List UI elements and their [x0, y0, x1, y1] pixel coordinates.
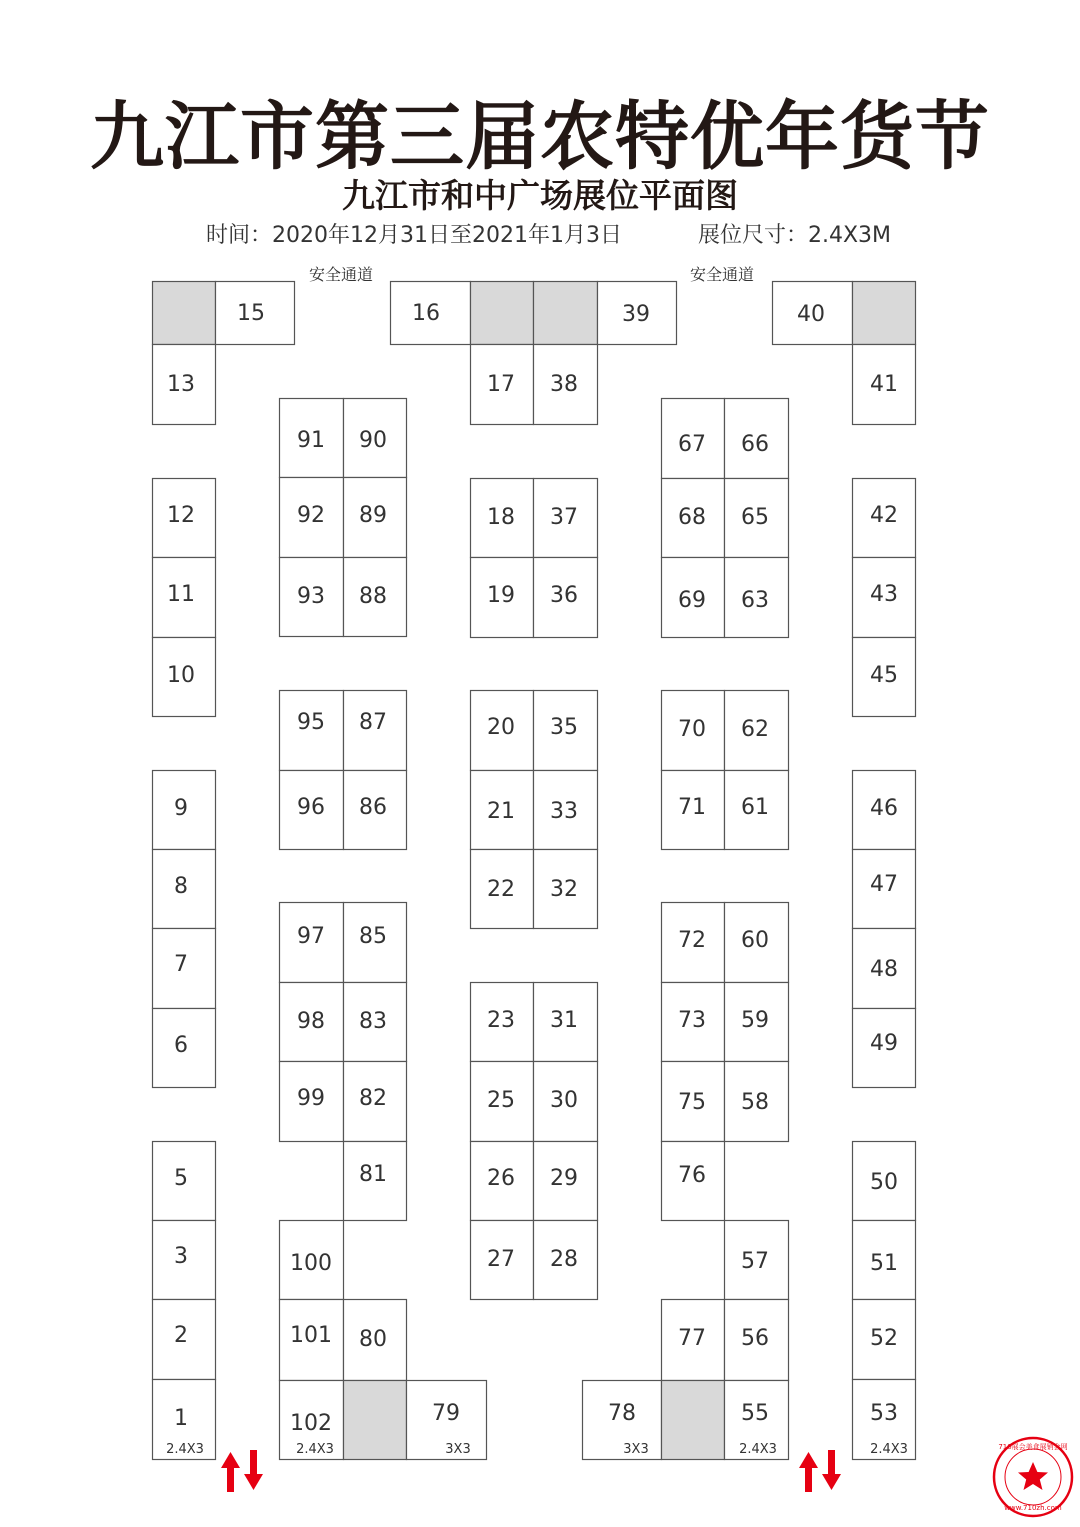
booth-number: 87 [359, 710, 387, 735]
booth-number: 61 [741, 795, 769, 820]
booth-number: 92 [297, 503, 325, 528]
booth-number: 88 [359, 584, 387, 609]
booth-number: 51 [870, 1251, 898, 1276]
reserved-space [471, 282, 534, 345]
booth-size-label: 3X3 [623, 1442, 649, 1457]
booth-number: 29 [550, 1166, 578, 1191]
booth-number: 86 [359, 795, 387, 820]
booth-number: 100 [290, 1251, 332, 1276]
booth-number: 56 [741, 1326, 769, 1351]
booth-number: 18 [487, 505, 515, 530]
reserved-space [853, 282, 916, 345]
booth-number: 20 [487, 715, 515, 740]
booth-number: 65 [741, 505, 769, 530]
booth-number: 75 [678, 1090, 706, 1115]
booth-number: 37 [550, 505, 578, 530]
booth-number: 53 [870, 1401, 898, 1426]
booth-number: 68 [678, 505, 706, 530]
booth-number: 41 [870, 372, 898, 397]
booth-number: 72 [678, 928, 706, 953]
booth-number: 50 [870, 1170, 898, 1195]
booth-number: 39 [622, 302, 650, 327]
booth-number: 80 [359, 1327, 387, 1352]
booth-number: 10 [167, 663, 195, 688]
booth-number: 23 [487, 1008, 515, 1033]
booth-number: 59 [741, 1008, 769, 1033]
booth-number: 82 [359, 1086, 387, 1111]
booth-size-label: 2.4X3 [166, 1442, 204, 1457]
booth-number: 101 [290, 1323, 332, 1348]
page-title: 九江市第三届农特优年货节 [90, 94, 990, 180]
booth-number: 13 [167, 372, 195, 397]
booth-number: 95 [297, 710, 325, 735]
booth-number: 90 [359, 428, 387, 453]
reserved-space [534, 282, 598, 345]
booth-number: 32 [550, 877, 578, 902]
booth-number: 63 [741, 588, 769, 613]
page-subtitle: 九江市和中广场展位平面图 [342, 176, 738, 215]
booth-number: 55 [741, 1401, 769, 1426]
booth-number: 69 [678, 588, 706, 613]
booth-number: 26 [487, 1166, 515, 1191]
exit-arrows-right-icon [799, 1450, 841, 1492]
reserved-space [344, 1381, 407, 1460]
booth-number: 97 [297, 924, 325, 949]
booth-size: 展位尺寸：2.4X3M [698, 223, 892, 248]
booth-number: 79 [432, 1401, 460, 1426]
booth-number: 46 [870, 796, 898, 821]
star-icon [1018, 1462, 1048, 1490]
booth-number: 60 [741, 928, 769, 953]
booth-number: 78 [608, 1401, 636, 1426]
booth-number: 38 [550, 372, 578, 397]
booth-number: 43 [870, 582, 898, 607]
booth-number: 73 [678, 1008, 706, 1033]
booth-number: 12 [167, 503, 195, 528]
booth-number: 2 [174, 1323, 188, 1348]
booth-number: 67 [678, 432, 706, 457]
booth-number: 85 [359, 924, 387, 949]
booth-number: 42 [870, 503, 898, 528]
booth-number: 7 [174, 952, 188, 977]
booth-number: 66 [741, 432, 769, 457]
booth-number: 48 [870, 957, 898, 982]
booth-number: 99 [297, 1086, 325, 1111]
booth-number: 19 [487, 583, 515, 608]
stamp-logo [994, 1438, 1072, 1516]
booth-number: 1 [174, 1406, 188, 1431]
booth-number: 45 [870, 663, 898, 688]
booth-number: 98 [297, 1009, 325, 1034]
booth-number: 58 [741, 1090, 769, 1115]
booth-number: 31 [550, 1008, 578, 1033]
booth-number: 83 [359, 1009, 387, 1034]
svg-text:www.710zh.com: www.710zh.com [1004, 1504, 1062, 1512]
booth-number: 93 [297, 584, 325, 609]
booth-number: 11 [167, 582, 195, 607]
reserved-space [662, 1381, 725, 1460]
booth-number: 8 [174, 874, 188, 899]
booth-size-label: 2.4X3 [739, 1442, 777, 1457]
booth-number: 6 [174, 1033, 188, 1058]
booth-size-label: 3X3 [445, 1442, 471, 1457]
booth-number: 81 [359, 1162, 387, 1187]
booth-number: 15 [237, 301, 265, 326]
reserved-space [153, 282, 216, 345]
booth-number: 9 [174, 796, 188, 821]
booth-number: 89 [359, 503, 387, 528]
booth-number: 96 [297, 795, 325, 820]
booth-number: 40 [797, 302, 825, 327]
booth-number: 77 [678, 1326, 706, 1351]
event-time: 时间：2020年12月31日至2021年1月3日 [206, 223, 622, 248]
booth-number: 33 [550, 799, 578, 824]
exit-label-right: 安全通道 [690, 265, 755, 284]
booth-number: 5 [174, 1166, 188, 1191]
booth-number: 28 [550, 1247, 578, 1272]
booth-number: 49 [870, 1031, 898, 1056]
booth-number: 52 [870, 1326, 898, 1351]
booth-number: 70 [678, 717, 706, 742]
exit-label-left: 安全通道 [309, 265, 374, 284]
booth-number: 35 [550, 715, 578, 740]
booth-size-label: 2.4X3 [870, 1442, 908, 1457]
booth-number: 21 [487, 799, 515, 824]
booth-number: 62 [741, 717, 769, 742]
booth-number: 30 [550, 1088, 578, 1113]
booth-number: 25 [487, 1088, 515, 1113]
booth-number: 57 [741, 1249, 769, 1274]
svg-text:710展会美食展销会网: 710展会美食展销会网 [998, 1443, 1068, 1451]
booth-number: 102 [290, 1411, 332, 1436]
booth-number: 91 [297, 428, 325, 453]
booth-number: 71 [678, 795, 706, 820]
booth-number: 3 [174, 1244, 188, 1269]
booth-size-label: 2.4X3 [296, 1442, 334, 1457]
booth-number: 76 [678, 1163, 706, 1188]
exit-arrows-left-icon [221, 1450, 263, 1492]
booth-number: 16 [412, 301, 440, 326]
booth-number: 47 [870, 872, 898, 897]
booth-number: 22 [487, 877, 515, 902]
booth-number: 27 [487, 1247, 515, 1272]
booth-number: 17 [487, 372, 515, 397]
booth-number: 36 [550, 583, 578, 608]
